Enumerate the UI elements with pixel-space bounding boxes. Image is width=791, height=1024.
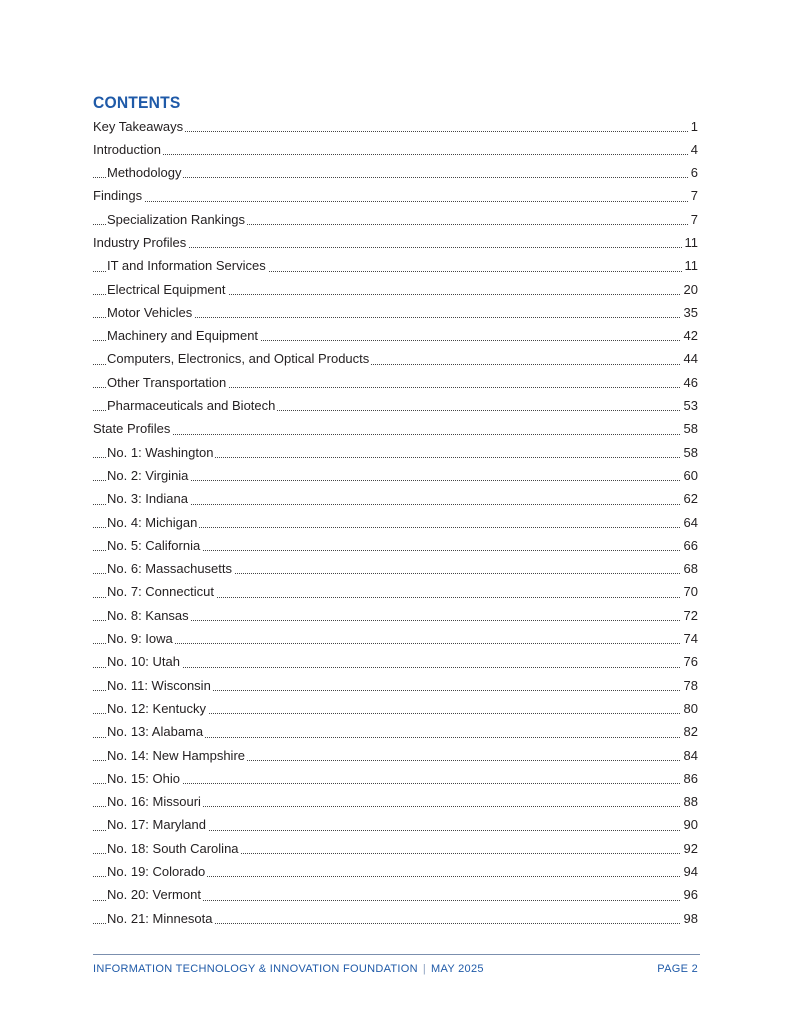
toc-entry-page: 58 bbox=[681, 417, 698, 440]
toc-entry-page: 90 bbox=[681, 813, 698, 836]
toc-entry[interactable] bbox=[93, 208, 698, 231]
toc-entry-page: 60 bbox=[681, 464, 698, 487]
toc-entry-title: No. 12: Kentucky bbox=[107, 697, 208, 720]
table-of-contents bbox=[93, 115, 698, 930]
toc-entry[interactable] bbox=[93, 324, 698, 347]
footer-divider bbox=[93, 954, 700, 955]
toc-entry-title: No. 8: Kansas bbox=[107, 604, 191, 627]
footer-separator: | bbox=[422, 963, 427, 975]
toc-entry-page: 11 bbox=[682, 254, 699, 277]
dot-leader bbox=[93, 200, 698, 202]
toc-entry-title: No. 2: Virginia bbox=[107, 464, 190, 487]
toc-entry-page: 94 bbox=[681, 860, 698, 883]
toc-entry-page: 46 bbox=[681, 371, 698, 394]
toc-entry[interactable] bbox=[93, 184, 698, 207]
toc-entry-page: 1 bbox=[688, 115, 698, 138]
toc-entry-page: 4 bbox=[688, 138, 698, 161]
dot-leader bbox=[93, 666, 698, 668]
toc-entry-page: 62 bbox=[681, 487, 698, 510]
toc-entry[interactable] bbox=[93, 115, 698, 138]
footer-date: MAY 2025 bbox=[431, 963, 484, 975]
dot-leader bbox=[93, 153, 698, 155]
toc-entry-page: 88 bbox=[681, 790, 698, 813]
toc-entry[interactable] bbox=[93, 837, 698, 860]
toc-entry-page: 11 bbox=[682, 231, 699, 254]
toc-entry[interactable] bbox=[93, 720, 698, 743]
toc-entry-page: 72 bbox=[681, 604, 698, 627]
toc-entry-title: No. 19: Colorado bbox=[107, 860, 207, 883]
toc-entry[interactable] bbox=[93, 790, 698, 813]
toc-entry[interactable] bbox=[93, 767, 698, 790]
dot-leader bbox=[93, 176, 698, 178]
toc-entry-title: Industry Profiles bbox=[93, 231, 188, 254]
toc-entry-page: 7 bbox=[688, 184, 698, 207]
toc-entry[interactable] bbox=[93, 744, 698, 767]
toc-entry[interactable] bbox=[93, 138, 698, 161]
toc-entry-page: 53 bbox=[681, 394, 698, 417]
toc-entry-title: Other Transportation bbox=[107, 371, 228, 394]
toc-entry-page: 92 bbox=[681, 837, 698, 860]
footer-page-number: PAGE 2 bbox=[657, 963, 698, 975]
toc-entry-title: No. 9: Iowa bbox=[107, 627, 175, 650]
toc-entry[interactable] bbox=[93, 674, 698, 697]
toc-entry-page: 76 bbox=[681, 650, 698, 673]
toc-entry-title: No. 5: California bbox=[107, 534, 202, 557]
toc-entry-title: Methodology bbox=[107, 161, 183, 184]
toc-entry-page: 42 bbox=[681, 324, 698, 347]
toc-entry-page: 64 bbox=[681, 511, 698, 534]
toc-entry-page: 35 bbox=[681, 301, 698, 324]
toc-entry-page: 58 bbox=[681, 441, 698, 464]
toc-entry[interactable] bbox=[93, 441, 698, 464]
toc-entry-title: No. 20: Vermont bbox=[107, 883, 203, 906]
toc-entry-title: No. 14: New Hampshire bbox=[107, 744, 247, 767]
toc-entry[interactable] bbox=[93, 464, 698, 487]
toc-entry-page: 68 bbox=[681, 557, 698, 580]
toc-entry-title: No. 11: Wisconsin bbox=[107, 674, 213, 697]
toc-entry[interactable] bbox=[93, 511, 698, 534]
toc-entry[interactable] bbox=[93, 697, 698, 720]
toc-entry[interactable] bbox=[93, 650, 698, 673]
dot-leader bbox=[93, 433, 698, 435]
toc-entry-title: Findings bbox=[93, 184, 144, 207]
toc-entry[interactable] bbox=[93, 907, 698, 930]
toc-entry-page: 7 bbox=[688, 208, 698, 231]
toc-entry-page: 74 bbox=[681, 627, 698, 650]
toc-entry[interactable] bbox=[93, 301, 698, 324]
toc-entry[interactable] bbox=[93, 394, 698, 417]
dot-leader bbox=[93, 642, 698, 644]
toc-entry-title: No. 13: Alabama bbox=[107, 720, 205, 743]
toc-entry-title: No. 4: Michigan bbox=[107, 511, 199, 534]
toc-entry[interactable] bbox=[93, 813, 698, 836]
toc-entry-title: No. 1: Washington bbox=[107, 441, 215, 464]
toc-entry[interactable] bbox=[93, 627, 698, 650]
toc-entry-page: 80 bbox=[681, 697, 698, 720]
footer-organization: INFORMATION TECHNOLOGY & INNOVATION FOUNDATION bbox=[93, 963, 418, 975]
toc-entry-title: Introduction bbox=[93, 138, 163, 161]
toc-entry[interactable] bbox=[93, 417, 698, 440]
toc-entry[interactable] bbox=[93, 604, 698, 627]
footer-organization-line bbox=[93, 963, 484, 975]
toc-entry-title: No. 7: Connecticut bbox=[107, 580, 216, 603]
toc-entry-title: No. 18: South Carolina bbox=[107, 837, 241, 860]
contents-heading: CONTENTS bbox=[93, 93, 181, 112]
toc-entry-title: Pharmaceuticals and Biotech bbox=[107, 394, 277, 417]
toc-entry-page: 86 bbox=[681, 767, 698, 790]
toc-entry-title: No. 15: Ohio bbox=[107, 767, 182, 790]
toc-entry-page: 44 bbox=[681, 347, 698, 370]
toc-entry[interactable] bbox=[93, 534, 698, 557]
toc-entry[interactable] bbox=[93, 161, 698, 184]
toc-entry[interactable] bbox=[93, 883, 698, 906]
toc-entry-title: No. 10: Utah bbox=[107, 650, 182, 673]
toc-entry-title: Machinery and Equipment bbox=[107, 324, 260, 347]
toc-entry-title: No. 16: Missouri bbox=[107, 790, 203, 813]
toc-entry-page: 98 bbox=[681, 907, 698, 930]
toc-entry-page: 96 bbox=[681, 883, 698, 906]
toc-entry-page: 66 bbox=[681, 534, 698, 557]
toc-entry-page: 82 bbox=[681, 720, 698, 743]
toc-entry-title: State Profiles bbox=[93, 417, 172, 440]
toc-entry[interactable] bbox=[93, 347, 698, 370]
toc-entry[interactable] bbox=[93, 860, 698, 883]
toc-entry-title: Computers, Electronics, and Optical Products bbox=[107, 347, 371, 370]
toc-entry[interactable] bbox=[93, 231, 698, 254]
toc-entry-title: Specialization Rankings bbox=[107, 208, 247, 231]
toc-entry-title: IT and Information Services bbox=[107, 254, 268, 277]
toc-entry-title: Electrical Equipment bbox=[107, 278, 228, 301]
toc-entry-title: Motor Vehicles bbox=[107, 301, 194, 324]
toc-entry-page: 6 bbox=[688, 161, 698, 184]
dot-leader bbox=[93, 782, 698, 784]
toc-entry-title: No. 21: Minnesota bbox=[107, 907, 215, 930]
toc-entry[interactable] bbox=[93, 580, 698, 603]
toc-entry-title: No. 3: Indiana bbox=[107, 487, 190, 510]
toc-entry-page: 78 bbox=[681, 674, 698, 697]
toc-entry-page: 20 bbox=[681, 278, 698, 301]
toc-entry[interactable] bbox=[93, 371, 698, 394]
toc-entry-page: 70 bbox=[681, 580, 698, 603]
toc-entry[interactable] bbox=[93, 487, 698, 510]
toc-entry[interactable] bbox=[93, 254, 698, 277]
toc-entry[interactable] bbox=[93, 278, 698, 301]
toc-entry-page: 84 bbox=[681, 744, 698, 767]
toc-entry-title: Key Takeaways bbox=[93, 115, 185, 138]
toc-entry[interactable] bbox=[93, 557, 698, 580]
toc-entry-title: No. 17: Maryland bbox=[107, 813, 208, 836]
toc-entry-title: No. 6: Massachusetts bbox=[107, 557, 234, 580]
